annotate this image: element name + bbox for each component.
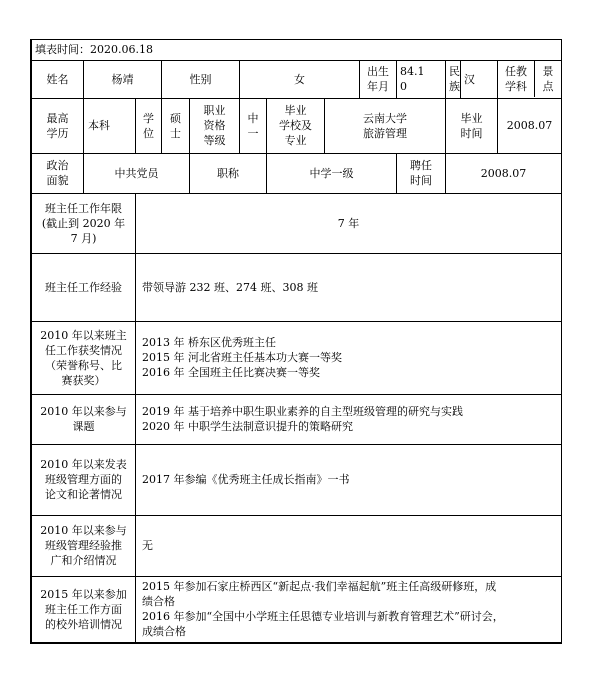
edu-label: 最高 学历 [32,98,84,153]
rank-label: 职称 [190,153,267,193]
section-label: 2010 年以来参与 班级管理经验推 广和介绍情况 [32,515,136,576]
subject-value: 景点 [542,65,554,93]
section-label: 班主任工作年限 (截止到 2020 年 7 月) [32,193,136,253]
section-value: 2019 年 基于培养中职生职业素养的自主型班级管理的研究与实践 2020 年 中职学生法制意识提升的策略研究 [136,394,562,444]
title-level-label: 职业 资格 等级 [190,98,240,153]
subject-subtable [498,61,561,97]
section-value: 2015 年参加石家庄桥西区“新起点·我们幸福起航”班主任高级研修班，成 绩合格 2016 年参加“全国中小学班主任思德专业培训与新教育管理艺术”研讨会， 成绩合格 [136,576,562,642]
politics-value: 中共党员 [84,153,190,193]
hire-label: 聘任 时间 [397,153,446,193]
title-level-value: 中 一 [240,98,267,153]
section-value: 带领导游 232 班、274 班、308 班 [136,253,562,321]
section-value: 7 年 [136,193,562,253]
school-value: 云南大学 旅游管理 [325,98,446,153]
section-value: 2013 年 桥东区优秀班主任 2015 年 河北省班主任基本功大赛一等奖 2016 年 全国班主任比赛决赛一等奖 [136,321,562,394]
subject-cell [498,60,562,98]
section-label: 2010 年以来发表 班级管理方面的 论文和论著情况 [32,444,136,515]
politics-label: 政治 面貌 [32,153,84,193]
info-form [30,39,562,644]
section-label: 2010 年以来参与 课题 [32,394,136,444]
ethnicity-label: 民 族 [446,60,461,98]
degree-value: 硕 士 [162,98,190,153]
section-label: 2010 年以来班主 任工作获奖情况 （荣誉称号、比 赛获奖） [32,321,136,394]
gender-value: 女 [240,60,360,98]
section-value: 无 [136,515,562,576]
birth-value: 84.1 0 [397,60,446,98]
name-label: 姓名 [32,60,84,98]
name-value: 杨靖 [84,60,162,98]
ethnicity-value: 汉 [461,60,498,98]
section-value: 2017 年参编《优秀班主任成长指南》一书 [136,444,562,515]
rank-value: 中学一级 [267,153,397,193]
section-label: 班主任工作经验 [32,253,136,321]
subject-label: 任教 学科 [498,61,535,97]
gender-label: 性别 [162,60,240,98]
grad-time-label: 毕业 时间 [446,98,498,153]
form-table [31,40,562,643]
edu-value: 本科 [84,98,136,153]
hire-value: 2008.07 [446,153,562,193]
birth-label: 出生 年月 [360,60,397,98]
fill-time: 填表时间：2020.06.18 [32,40,562,60]
school-label: 毕业 学校及 专业 [267,98,325,153]
section-label: 2015 年以来参加 班主任工作方面 的校外培训情况 [32,576,136,642]
degree-label: 学 位 [136,98,162,153]
grad-time-value: 2008.07 [498,98,562,153]
